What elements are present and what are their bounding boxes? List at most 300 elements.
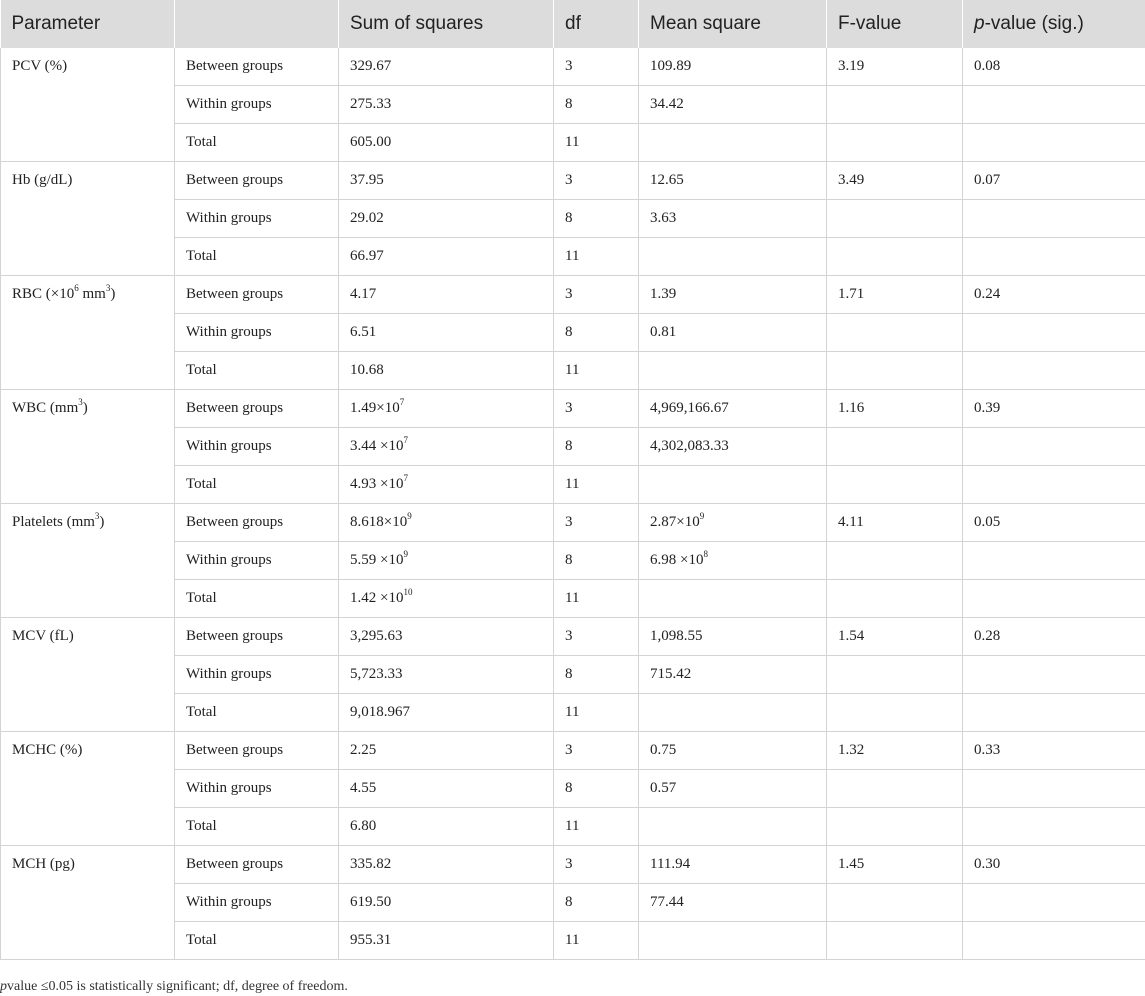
df-cell-value: 11	[565, 932, 580, 948]
f-value-cell	[827, 884, 963, 922]
parameter-cell	[1, 390, 175, 504]
df-cell	[554, 656, 639, 694]
parameter-label: Hb (g/dL)	[12, 172, 73, 188]
header-p-rest: -value (sig.)	[984, 13, 1084, 34]
table-row	[1, 846, 1145, 884]
parameter-superscript: 3	[78, 397, 83, 407]
mean-square-cell-value: 1,098.55	[650, 628, 703, 644]
source-cell-value: Within groups	[186, 210, 272, 226]
sum-of-squares-cell-value: 37.95	[350, 172, 384, 188]
source-cell	[175, 314, 339, 352]
p-value-cell	[963, 922, 1145, 960]
parameter-cell	[1, 276, 175, 390]
mean-square-cell-value: 111.94	[650, 856, 691, 872]
source-cell	[175, 466, 339, 504]
parameter-label: PCV (%)	[12, 58, 68, 74]
p-value-cell	[963, 390, 1145, 428]
p-value-cell-value: 0.30	[974, 856, 1001, 872]
df-cell	[554, 86, 639, 124]
table-body	[1, 48, 1145, 960]
mean-square-cell	[639, 504, 827, 542]
p-value-cell	[963, 808, 1145, 846]
p-value-cell	[963, 770, 1145, 808]
sum-of-squares-cell	[339, 542, 554, 580]
parameter-label: MCH (pg)	[12, 856, 75, 872]
f-value-cell	[827, 352, 963, 390]
df-cell-value: 3	[565, 742, 573, 758]
df-cell-value: 11	[565, 476, 580, 492]
mean-square-cell-value: 0.57	[650, 780, 677, 796]
df-cell	[554, 124, 639, 162]
mean-square-cell-value: 4,302,083.33	[650, 438, 729, 454]
source-cell	[175, 200, 339, 238]
p-value-cell	[963, 48, 1145, 86]
sum-of-squares-cell-value: 66.97	[350, 248, 384, 264]
source-cell-value: Total	[186, 590, 217, 606]
mean-square-cell	[639, 314, 827, 352]
f-value-cell	[827, 732, 963, 770]
mean-square-cell	[639, 276, 827, 314]
sum-of-squares-cell	[339, 352, 554, 390]
p-value-cell	[963, 314, 1145, 352]
f-value-cell	[827, 922, 963, 960]
table-row	[1, 162, 1145, 200]
mean-square-cell-value: 6.98 ×10	[650, 552, 704, 568]
df-cell-value: 3	[565, 172, 573, 188]
mean-square-cell	[639, 694, 827, 732]
p-value-cell	[963, 884, 1145, 922]
sum-of-squares-cell	[339, 922, 554, 960]
parameter-superscript: 3	[94, 511, 100, 521]
mean-square-cell-value: 0.75	[650, 742, 677, 758]
sum-of-squares-cell	[339, 618, 554, 656]
sum-of-squares-cell	[339, 504, 554, 542]
source-cell-value: Between groups	[186, 172, 284, 188]
table-row	[1, 618, 1145, 656]
footnote-text: value ≤0.05 is statistically significant; df, degree of freedom.	[7, 979, 348, 994]
parameter-cell	[1, 162, 175, 276]
source-cell	[175, 846, 339, 884]
source-cell-value: Within groups	[186, 324, 272, 340]
parameter-label-cont: mm	[78, 286, 106, 302]
sum-of-squares-cell	[339, 846, 554, 884]
mean-square-cell-value: 1.39	[650, 286, 677, 302]
df-cell-value: 11	[565, 704, 580, 720]
df-cell	[554, 808, 639, 846]
mean-square-cell	[639, 466, 827, 504]
f-value-cell-value: 1.32	[838, 742, 865, 758]
source-cell-value: Total	[186, 704, 217, 720]
mean-square-cell-exponent: 9	[699, 511, 705, 521]
df-cell-value: 8	[565, 324, 573, 340]
df-cell	[554, 466, 639, 504]
parameter-label: Platelets (mm	[12, 514, 95, 530]
sum-of-squares-cell	[339, 48, 554, 86]
df-cell-value: 3	[565, 856, 573, 872]
sum-of-squares-cell	[339, 694, 554, 732]
mean-square-cell	[639, 542, 827, 580]
source-cell	[175, 580, 339, 618]
sum-of-squares-cell	[339, 770, 554, 808]
df-cell-value: 8	[565, 552, 573, 568]
parameter-label-cont: )	[99, 514, 105, 530]
df-cell	[554, 314, 639, 352]
sum-of-squares-cell	[339, 200, 554, 238]
p-value-cell-value: 0.39	[974, 400, 1001, 416]
sum-of-squares-cell-value: 4.55	[350, 780, 377, 796]
header-parameter: Parameter	[1, 0, 175, 48]
f-value-cell	[827, 124, 963, 162]
f-value-cell-value: 3.49	[838, 172, 865, 188]
source-cell-value: Total	[186, 476, 217, 492]
f-value-cell	[827, 86, 963, 124]
sum-of-squares-cell	[339, 580, 554, 618]
table-row	[1, 504, 1145, 542]
p-value-cell	[963, 124, 1145, 162]
sum-of-squares-cell	[339, 656, 554, 694]
p-value-cell	[963, 656, 1145, 694]
mean-square-cell	[639, 884, 827, 922]
p-value-cell	[963, 162, 1145, 200]
mean-square-cell	[639, 770, 827, 808]
source-cell	[175, 124, 339, 162]
source-cell	[175, 352, 339, 390]
sum-of-squares-cell	[339, 466, 554, 504]
mean-square-cell-value: 0.81	[650, 324, 677, 340]
source-cell	[175, 656, 339, 694]
mean-square-cell-value: 2.87×10	[650, 514, 700, 530]
df-cell	[554, 542, 639, 580]
p-value-cell-value: 0.24	[974, 286, 1001, 302]
mean-square-cell	[639, 580, 827, 618]
mean-square-cell	[639, 200, 827, 238]
sum-of-squares-cell-exponent: 7	[403, 473, 408, 483]
parameter-cell	[1, 618, 175, 732]
df-cell	[554, 162, 639, 200]
f-value-cell-value: 4.11	[838, 514, 864, 530]
p-value-cell	[963, 238, 1145, 276]
parameter-label: MCHC (%)	[12, 742, 83, 758]
df-cell	[554, 352, 639, 390]
mean-square-cell-value: 109.89	[650, 58, 692, 74]
df-cell	[554, 48, 639, 86]
f-value-cell-value: 1.71	[838, 286, 865, 302]
df-cell-value: 8	[565, 666, 573, 682]
header-sum-of-squares: Sum of squares	[339, 0, 554, 48]
parameter-cell	[1, 504, 175, 618]
mean-square-cell	[639, 48, 827, 86]
p-value-cell	[963, 200, 1145, 238]
sum-of-squares-cell-value: 275.33	[350, 96, 392, 112]
f-value-cell	[827, 314, 963, 352]
df-cell	[554, 238, 639, 276]
sum-of-squares-cell	[339, 884, 554, 922]
p-value-cell	[963, 542, 1145, 580]
f-value-cell	[827, 428, 963, 466]
sum-of-squares-cell-value: 5,723.33	[350, 666, 403, 682]
footnote	[0, 979, 348, 995]
parameter-label: WBC (mm	[12, 400, 79, 416]
f-value-cell	[827, 808, 963, 846]
table-row	[1, 732, 1145, 770]
parameter-label: RBC (×10	[12, 286, 75, 302]
parameter-cell	[1, 846, 175, 960]
source-cell	[175, 770, 339, 808]
source-cell	[175, 732, 339, 770]
source-cell	[175, 428, 339, 466]
sum-of-squares-cell	[339, 314, 554, 352]
source-cell-value: Between groups	[186, 286, 284, 302]
mean-square-cell-value: 715.42	[650, 666, 692, 682]
p-value-cell	[963, 580, 1145, 618]
source-cell	[175, 884, 339, 922]
f-value-cell	[827, 846, 963, 884]
sum-of-squares-cell-value: 4.93 ×10	[350, 476, 404, 492]
sum-of-squares-cell-value: 6.51	[350, 324, 377, 340]
sum-of-squares-cell	[339, 428, 554, 466]
sum-of-squares-cell-value: 1.42 ×10	[350, 590, 404, 606]
df-cell-value: 11	[565, 134, 580, 150]
mean-square-cell-value: 3.63	[650, 210, 677, 226]
header-f-value: F-value	[827, 0, 963, 48]
source-cell-value: Between groups	[186, 742, 284, 758]
source-cell-value: Within groups	[186, 780, 272, 796]
p-value-cell	[963, 276, 1145, 314]
source-cell-value: Within groups	[186, 894, 272, 910]
f-value-cell	[827, 656, 963, 694]
mean-square-cell	[639, 162, 827, 200]
df-cell	[554, 390, 639, 428]
sum-of-squares-cell-value: 3,295.63	[350, 628, 403, 644]
p-value-cell	[963, 732, 1145, 770]
df-cell	[554, 922, 639, 960]
sum-of-squares-cell-value: 4.17	[350, 286, 377, 302]
df-cell	[554, 732, 639, 770]
p-value-cell-value: 0.08	[974, 58, 1001, 74]
df-cell-value: 3	[565, 58, 573, 74]
df-cell	[554, 846, 639, 884]
source-cell-value: Within groups	[186, 438, 272, 454]
mean-square-cell	[639, 808, 827, 846]
sum-of-squares-cell	[339, 162, 554, 200]
table-header	[1, 0, 1145, 48]
sum-of-squares-cell-value: 9,018.967	[350, 704, 410, 720]
sum-of-squares-cell	[339, 276, 554, 314]
mean-square-cell	[639, 732, 827, 770]
f-value-cell	[827, 618, 963, 656]
f-value-cell	[827, 48, 963, 86]
source-cell-value: Between groups	[186, 400, 284, 416]
df-cell-value: 11	[565, 248, 580, 264]
source-cell	[175, 694, 339, 732]
sum-of-squares-cell-exponent: 9	[407, 511, 412, 521]
source-cell	[175, 162, 339, 200]
mean-square-cell	[639, 428, 827, 466]
table-row	[1, 48, 1145, 86]
source-cell	[175, 86, 339, 124]
mean-square-cell	[639, 390, 827, 428]
source-cell	[175, 542, 339, 580]
df-cell-value: 8	[565, 96, 573, 112]
source-cell-value: Between groups	[186, 514, 284, 530]
source-cell-value: Total	[186, 248, 217, 264]
sum-of-squares-cell-value: 8.618×10	[350, 514, 408, 530]
mean-square-cell-value: 12.65	[650, 172, 684, 188]
parameter-cell	[1, 732, 175, 846]
f-value-cell	[827, 162, 963, 200]
p-value-cell	[963, 352, 1145, 390]
f-value-cell	[827, 770, 963, 808]
f-value-cell	[827, 200, 963, 238]
mean-square-cell	[639, 656, 827, 694]
sum-of-squares-cell-value: 1.49×10	[350, 400, 400, 416]
df-cell	[554, 200, 639, 238]
source-cell-value: Within groups	[186, 552, 272, 568]
mean-square-cell	[639, 846, 827, 884]
header-p-italic: p	[974, 13, 985, 34]
f-value-cell	[827, 276, 963, 314]
p-value-cell-value: 0.07	[974, 172, 1001, 188]
mean-square-cell	[639, 86, 827, 124]
sum-of-squares-cell-value: 335.82	[350, 856, 392, 872]
f-value-cell-value: 3.19	[838, 58, 865, 74]
df-cell-value: 3	[565, 628, 573, 644]
mean-square-cell-value: 4,969,166.67	[650, 400, 729, 416]
header-source	[175, 0, 339, 48]
source-cell-value: Between groups	[186, 856, 284, 872]
p-value-cell	[963, 428, 1145, 466]
f-value-cell-value: 1.45	[838, 856, 865, 872]
f-value-cell-value: 1.54	[838, 628, 865, 644]
source-cell-value: Within groups	[186, 96, 272, 112]
df-cell	[554, 504, 639, 542]
p-value-cell	[963, 466, 1145, 504]
source-cell	[175, 238, 339, 276]
sum-of-squares-cell	[339, 86, 554, 124]
source-cell-value: Between groups	[186, 58, 284, 74]
df-cell-value: 11	[565, 362, 580, 378]
sum-of-squares-cell	[339, 390, 554, 428]
df-cell	[554, 770, 639, 808]
source-cell	[175, 618, 339, 656]
f-value-cell	[827, 542, 963, 580]
f-value-cell-value: 1.16	[838, 400, 865, 416]
source-cell	[175, 922, 339, 960]
p-value-cell	[963, 846, 1145, 884]
p-value-cell-value: 0.33	[974, 742, 1001, 758]
df-cell	[554, 580, 639, 618]
source-cell-value: Total	[186, 134, 217, 150]
source-cell-value: Between groups	[186, 628, 284, 644]
source-cell-value: Within groups	[186, 666, 272, 682]
df-cell-value: 8	[565, 894, 573, 910]
source-cell	[175, 48, 339, 86]
sum-of-squares-cell	[339, 808, 554, 846]
parameter-cell	[1, 48, 175, 162]
f-value-cell	[827, 504, 963, 542]
sum-of-squares-cell-value: 5.59 ×10	[350, 552, 404, 568]
source-cell	[175, 504, 339, 542]
f-value-cell	[827, 390, 963, 428]
mean-square-cell	[639, 352, 827, 390]
parameter-label: MCV (fL)	[12, 628, 74, 644]
df-cell-value: 8	[565, 210, 573, 226]
mean-square-cell	[639, 124, 827, 162]
mean-square-cell-exponent: 8	[703, 549, 708, 559]
sum-of-squares-cell-value: 329.67	[350, 58, 392, 74]
mean-square-cell	[639, 238, 827, 276]
source-cell	[175, 276, 339, 314]
f-value-cell	[827, 238, 963, 276]
df-cell	[554, 618, 639, 656]
sum-of-squares-cell-value: 955.31	[350, 932, 392, 948]
f-value-cell	[827, 694, 963, 732]
sum-of-squares-cell-value: 605.00	[350, 134, 392, 150]
df-cell-value: 8	[565, 438, 573, 454]
p-value-cell	[963, 694, 1145, 732]
parameter-superscript: 6	[74, 283, 79, 293]
sum-of-squares-cell-value: 3.44 ×10	[350, 438, 404, 454]
f-value-cell	[827, 580, 963, 618]
df-cell	[554, 694, 639, 732]
source-cell-value: Total	[186, 932, 217, 948]
p-value-cell-value: 0.28	[974, 628, 1001, 644]
source-cell	[175, 808, 339, 846]
sum-of-squares-cell-value: 29.02	[350, 210, 384, 226]
df-cell-value: 8	[565, 780, 573, 796]
footnote-p-italic: p	[0, 979, 7, 994]
header-df: df	[554, 0, 639, 48]
df-cell-value: 3	[565, 286, 573, 302]
df-cell-value: 11	[565, 818, 580, 834]
df-cell-value: 3	[565, 400, 573, 416]
sum-of-squares-cell-exponent: 7	[403, 435, 408, 445]
header-row	[1, 0, 1145, 48]
p-value-cell	[963, 504, 1145, 542]
parameter-superscript-2: 3	[105, 283, 111, 293]
sum-of-squares-cell-value: 619.50	[350, 894, 392, 910]
mean-square-cell	[639, 618, 827, 656]
df-cell	[554, 884, 639, 922]
source-cell-value: Total	[186, 362, 217, 378]
sum-of-squares-cell	[339, 238, 554, 276]
sum-of-squares-cell	[339, 732, 554, 770]
mean-square-cell-value: 77.44	[650, 894, 684, 910]
df-cell-value: 3	[565, 514, 573, 530]
df-cell	[554, 428, 639, 466]
source-cell	[175, 390, 339, 428]
header-mean-square: Mean square	[639, 0, 827, 48]
p-value-cell	[963, 618, 1145, 656]
sum-of-squares-cell-value: 10.68	[350, 362, 384, 378]
source-cell-value: Total	[186, 818, 217, 834]
sum-of-squares-cell-value: 2.25	[350, 742, 377, 758]
parameter-label-cont: )	[82, 400, 88, 416]
df-cell-value: 11	[565, 590, 580, 606]
mean-square-cell	[639, 922, 827, 960]
sum-of-squares-cell-exponent: 10	[403, 587, 413, 597]
sum-of-squares-cell	[339, 124, 554, 162]
f-value-cell	[827, 466, 963, 504]
df-cell	[554, 276, 639, 314]
p-value-cell	[963, 86, 1145, 124]
table-row	[1, 276, 1145, 314]
sum-of-squares-cell-value: 6.80	[350, 818, 377, 834]
sum-of-squares-cell-exponent: 7	[399, 397, 405, 407]
sum-of-squares-cell-exponent: 9	[403, 549, 408, 559]
parameter-label-end: )	[110, 286, 116, 302]
p-value-cell-value: 0.05	[974, 514, 1001, 530]
